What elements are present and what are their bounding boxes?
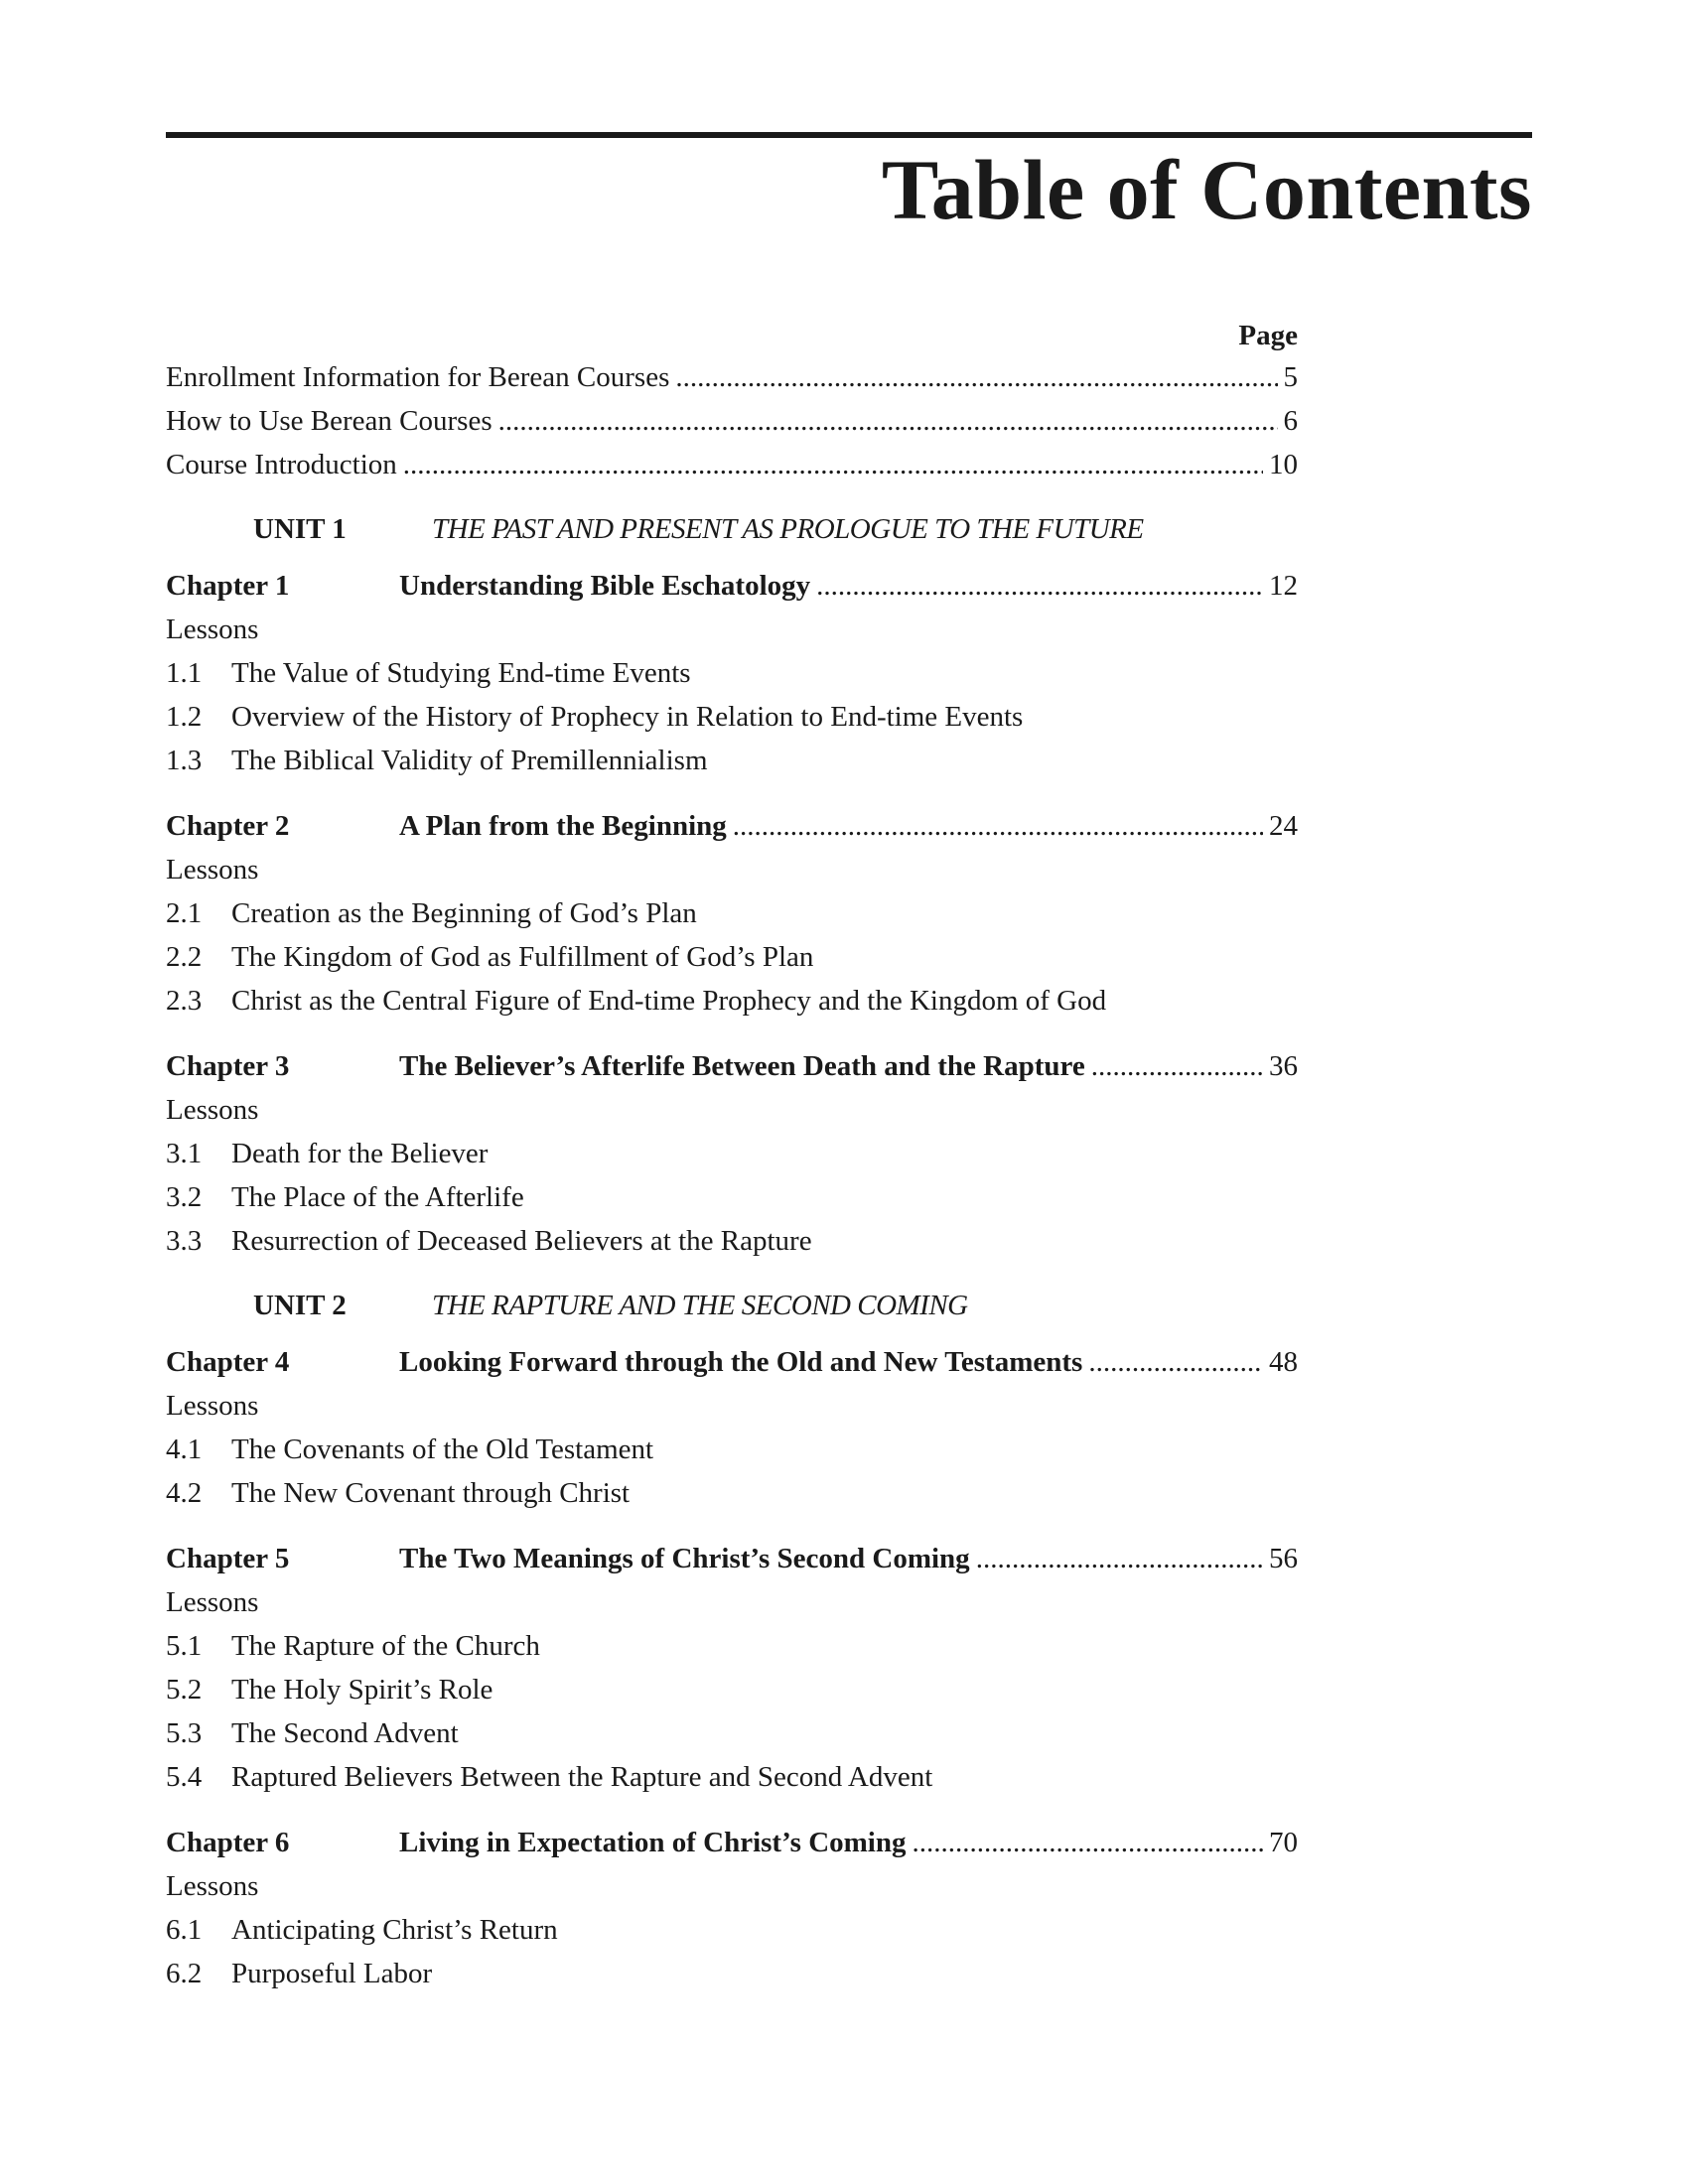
lesson-item bbox=[166, 1219, 1298, 1263]
lesson-number: 5.2 bbox=[166, 1674, 203, 1706]
lesson-item bbox=[166, 935, 1298, 979]
dot-leader bbox=[733, 804, 1263, 848]
lesson-title: Raptured Believers Between the Rapture and Second Advent bbox=[231, 1761, 933, 1793]
dot-leader bbox=[498, 399, 1278, 443]
lesson-item bbox=[166, 1175, 1298, 1219]
lesson-item bbox=[166, 1952, 1298, 1995]
toc-entry-page: 6 bbox=[1283, 405, 1298, 437]
top-rule bbox=[166, 132, 1532, 138]
lesson-title: The New Covenant through Christ bbox=[231, 1477, 631, 1509]
lesson-title: Christ as the Central Figure of End-time Prophecy and the Kingdom of God bbox=[231, 985, 1107, 1017]
lesson-item bbox=[166, 1668, 1298, 1711]
chapter-page: 12 bbox=[1269, 570, 1298, 602]
lesson-title: The Kingdom of God as Fulfillment of God’s Plan bbox=[231, 941, 814, 973]
lessons-label: Lessons bbox=[166, 1094, 259, 1126]
lessons-label: Lessons bbox=[166, 1586, 259, 1618]
lessons-label: Lessons bbox=[166, 854, 259, 886]
lesson-title: The Place of the Afterlife bbox=[231, 1181, 524, 1213]
lesson-title: The Value of Studying End-time Events bbox=[231, 657, 691, 689]
lesson-number: 5.1 bbox=[166, 1630, 203, 1662]
lesson-title: The Biblical Validity of Premillennialism bbox=[231, 745, 708, 776]
page-title: Table of Contents bbox=[881, 142, 1532, 237]
toc-entry-page: 5 bbox=[1283, 361, 1298, 393]
lessons-label: Lessons bbox=[166, 1390, 259, 1422]
lesson-item bbox=[166, 695, 1298, 739]
toc-entry[interactable] bbox=[166, 443, 1298, 486]
lesson-item bbox=[166, 1132, 1298, 1175]
lesson-number: 1.2 bbox=[166, 701, 203, 733]
chapter-title: The Believer’s Afterlife Between Death and the Rapture bbox=[399, 1050, 1085, 1082]
chapter-number: Chapter 5 bbox=[166, 1543, 290, 1574]
lesson-item bbox=[166, 651, 1298, 695]
chapter-entry[interactable] bbox=[166, 1821, 1298, 1864]
chapter-title: Understanding Bible Eschatology bbox=[399, 570, 811, 602]
lesson-number: 5.4 bbox=[166, 1761, 203, 1793]
lesson-item bbox=[166, 891, 1298, 935]
chapter-entry[interactable] bbox=[166, 564, 1298, 608]
chapter-number: Chapter 4 bbox=[166, 1346, 290, 1378]
chapter-entry[interactable] bbox=[166, 1537, 1298, 1580]
chapter-title: Living in Expectation of Christ’s Coming bbox=[399, 1827, 907, 1858]
chapter-page: 48 bbox=[1269, 1346, 1298, 1378]
lesson-number: 2.2 bbox=[166, 941, 203, 973]
chapter-title: Looking Forward through the Old and New Testaments bbox=[399, 1346, 1083, 1378]
chapter-title: A Plan from the Beginning bbox=[399, 810, 727, 842]
lesson-item bbox=[166, 1471, 1298, 1515]
chapter-entry[interactable] bbox=[166, 804, 1298, 848]
dot-leader bbox=[1091, 1044, 1263, 1088]
dot-leader bbox=[675, 355, 1277, 399]
lesson-title: Anticipating Christ’s Return bbox=[231, 1914, 558, 1946]
toc-entry[interactable] bbox=[166, 399, 1298, 443]
lesson-item bbox=[166, 979, 1298, 1023]
lesson-title: Resurrection of Deceased Believers at the Rapture bbox=[231, 1225, 812, 1257]
unit-title: THE PAST AND PRESENT AS PROLOGUE TO THE FUTURE bbox=[432, 513, 1144, 545]
chapter-number: Chapter 1 bbox=[166, 570, 290, 602]
unit-title: THE RAPTURE AND THE SECOND COMING bbox=[432, 1290, 968, 1321]
lesson-number: 6.1 bbox=[166, 1914, 203, 1946]
dot-leader bbox=[403, 443, 1263, 486]
lesson-item bbox=[166, 1908, 1298, 1952]
chapter-entry[interactable] bbox=[166, 1340, 1298, 1384]
lesson-item bbox=[166, 739, 1298, 782]
toc-entry-label: Enrollment Information for Berean Courses bbox=[166, 361, 670, 393]
lesson-number: 2.1 bbox=[166, 897, 203, 929]
toc-entry-label: How to Use Berean Courses bbox=[166, 405, 492, 437]
chapter-number: Chapter 3 bbox=[166, 1050, 290, 1082]
toc-entry-page: 10 bbox=[1269, 449, 1298, 480]
lesson-number: 6.2 bbox=[166, 1958, 203, 1989]
lesson-item bbox=[166, 1428, 1298, 1471]
chapter-page: 56 bbox=[1269, 1543, 1298, 1574]
dot-leader bbox=[976, 1537, 1263, 1580]
lesson-number: 4.2 bbox=[166, 1477, 203, 1509]
dot-leader bbox=[913, 1821, 1264, 1864]
unit-heading bbox=[166, 1281, 1298, 1330]
lesson-title: Purposeful Labor bbox=[231, 1958, 433, 1989]
lesson-number: 4.1 bbox=[166, 1433, 203, 1465]
chapter-page: 24 bbox=[1269, 810, 1298, 842]
toc-list bbox=[166, 316, 1298, 1995]
lesson-number: 1.1 bbox=[166, 657, 203, 689]
chapter-number: Chapter 2 bbox=[166, 810, 290, 842]
unit-heading bbox=[166, 504, 1298, 554]
lesson-title: Overview of the History of Prophecy in Relation to End-time Events bbox=[231, 701, 1024, 733]
toc-entry-label: Course Introduction bbox=[166, 449, 397, 480]
lesson-item bbox=[166, 1755, 1298, 1799]
lesson-title: The Covenants of the Old Testament bbox=[231, 1433, 654, 1465]
lesson-title: Creation as the Beginning of God’s Plan bbox=[231, 897, 697, 929]
lesson-number: 2.3 bbox=[166, 985, 203, 1017]
lesson-title: The Holy Spirit’s Role bbox=[231, 1674, 493, 1706]
lesson-number: 5.3 bbox=[166, 1717, 203, 1749]
unit-number: UNIT 1 bbox=[253, 513, 347, 545]
lesson-number: 3.3 bbox=[166, 1225, 203, 1257]
lesson-number: 3.1 bbox=[166, 1138, 203, 1169]
lesson-title: The Rapture of the Church bbox=[231, 1630, 540, 1662]
lesson-title: Death for the Believer bbox=[231, 1138, 489, 1169]
chapter-page: 70 bbox=[1269, 1827, 1298, 1858]
lesson-number: 3.2 bbox=[166, 1181, 203, 1213]
page-column-header: Page bbox=[1238, 320, 1298, 351]
toc-entry[interactable] bbox=[166, 355, 1298, 399]
dot-leader bbox=[816, 564, 1263, 608]
lesson-item bbox=[166, 1711, 1298, 1755]
chapter-title: The Two Meanings of Christ’s Second Coming bbox=[399, 1543, 970, 1574]
lesson-item bbox=[166, 1624, 1298, 1668]
lesson-title: The Second Advent bbox=[231, 1717, 459, 1749]
lessons-label: Lessons bbox=[166, 1870, 259, 1902]
dot-leader bbox=[1088, 1340, 1263, 1384]
lesson-number: 1.3 bbox=[166, 745, 203, 776]
chapter-entry[interactable] bbox=[166, 1044, 1298, 1088]
unit-number: UNIT 2 bbox=[253, 1290, 347, 1321]
chapter-page: 36 bbox=[1269, 1050, 1298, 1082]
lessons-label: Lessons bbox=[166, 614, 259, 645]
chapter-number: Chapter 6 bbox=[166, 1827, 290, 1858]
